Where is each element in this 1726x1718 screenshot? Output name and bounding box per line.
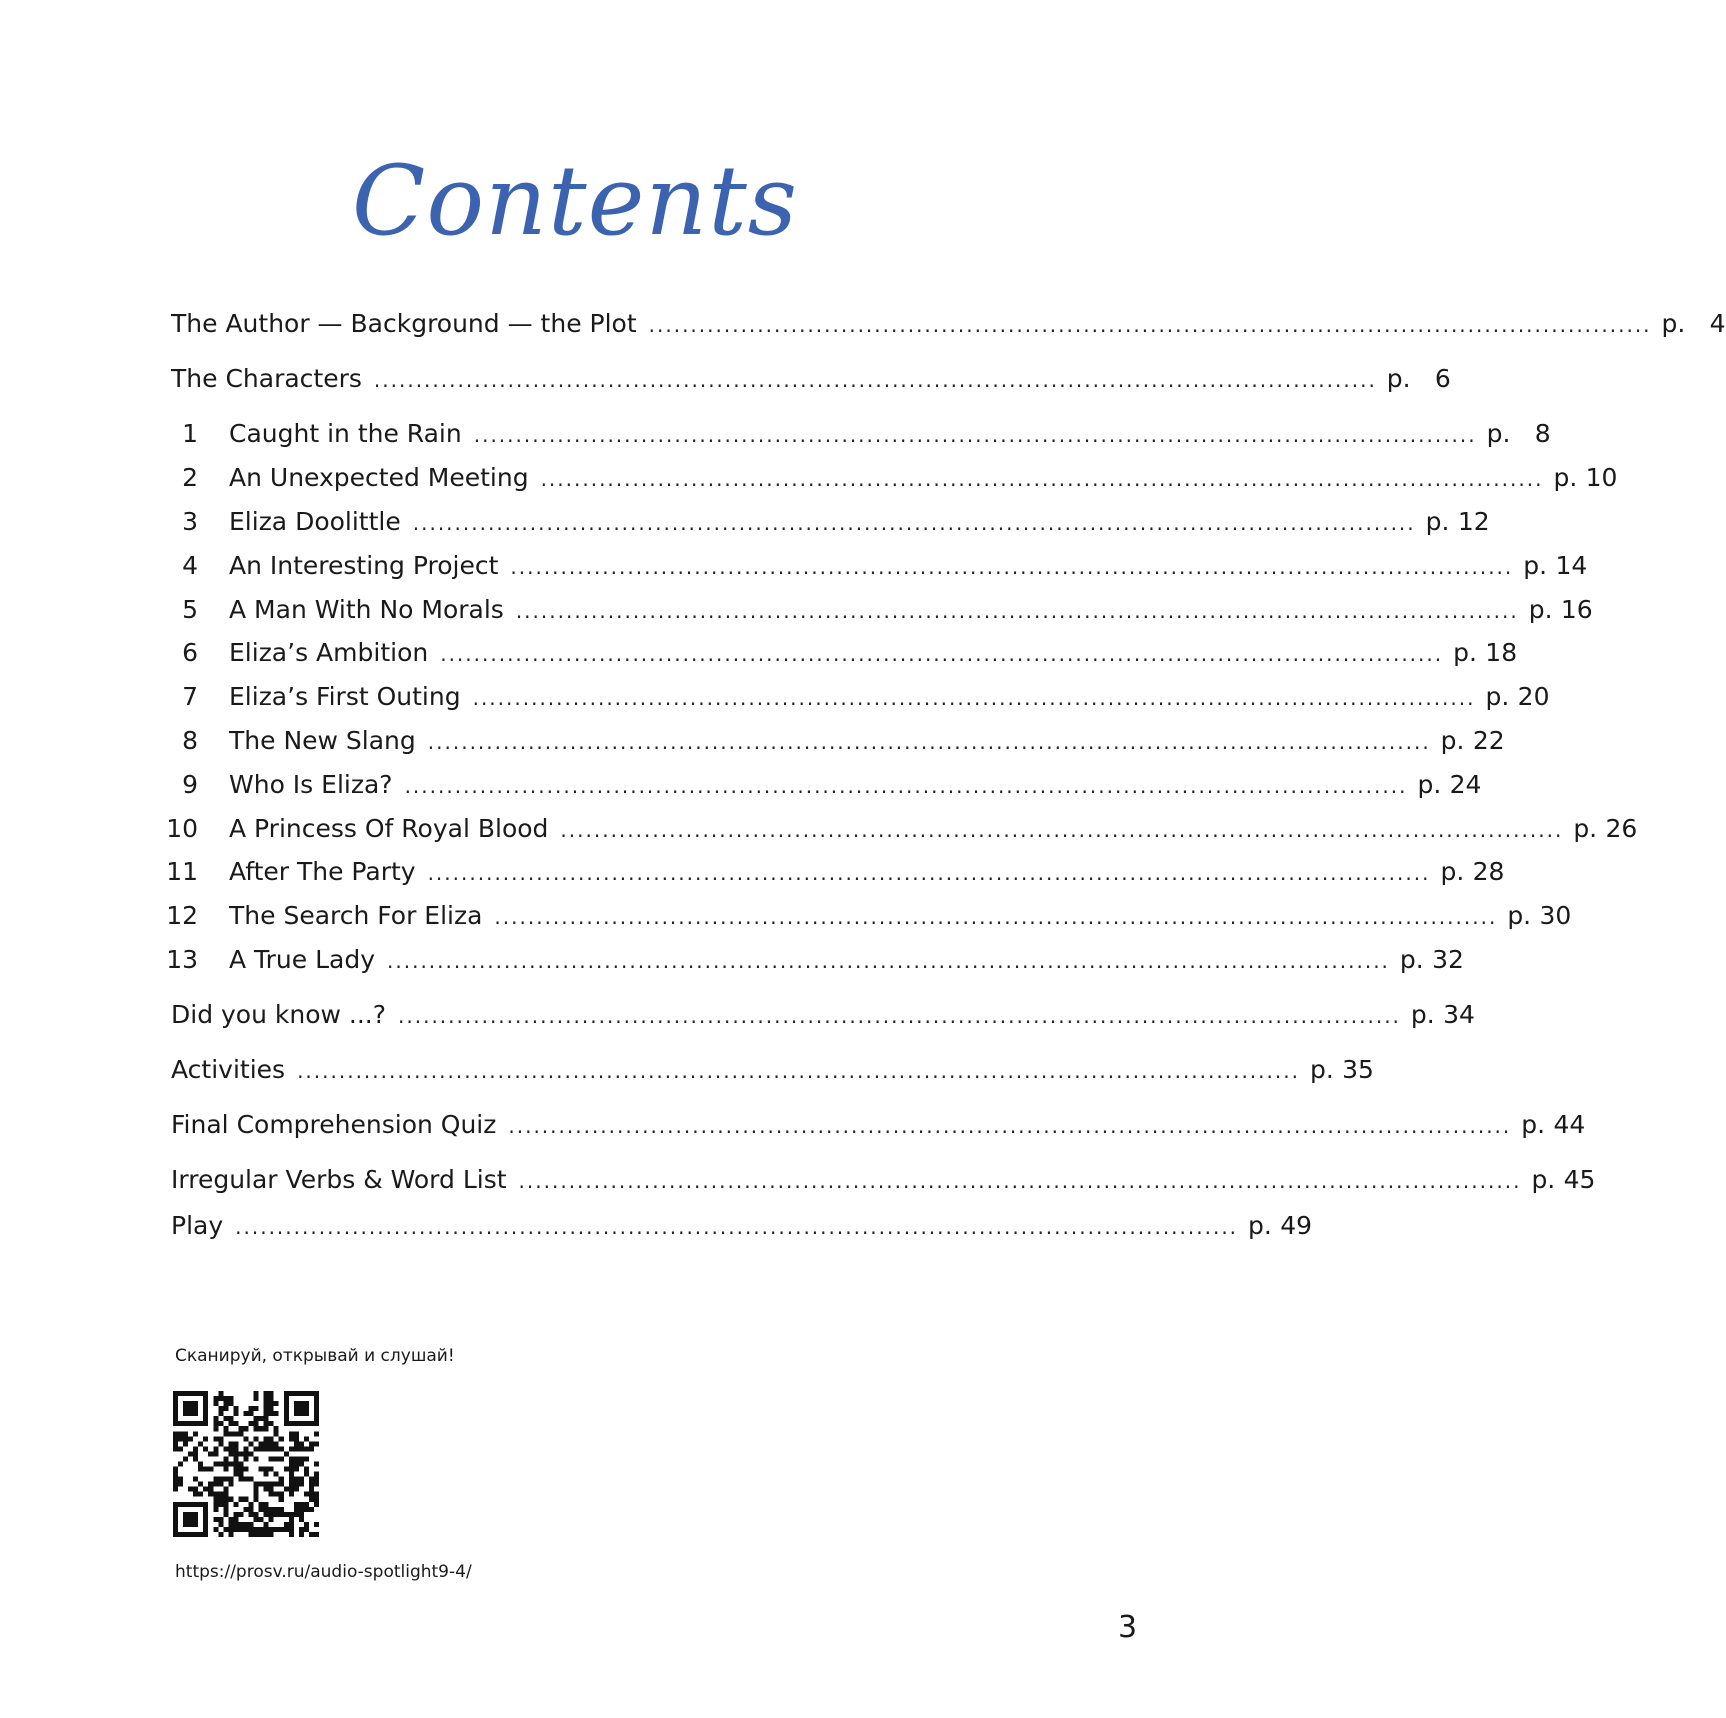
scan-instruction: Сканируй, открывай и слушай! <box>175 1346 455 1366</box>
chapter-number: 12 <box>166 901 198 930</box>
dot-leader: ........................................................................................................................ <box>387 949 1390 973</box>
toc-page-number: 6 <box>1434 364 1451 393</box>
toc-entry-title: Eliza’s First Outing <box>229 682 461 711</box>
page-title: Contents <box>351 145 799 257</box>
toc-entry-title: Did you know ...? <box>171 1000 387 1029</box>
toc-page-number: 22 <box>1472 726 1505 755</box>
chapter-number: 4 <box>182 551 198 580</box>
page-label: p. <box>1410 1000 1435 1029</box>
page-label: p. <box>1486 419 1511 448</box>
dot-leader: ........................................................................................................................ <box>508 1114 1512 1138</box>
toc-entry-title: The Characters <box>171 364 362 393</box>
toc-entry-title: Eliza Doolittle <box>229 507 401 536</box>
toc-entry[interactable] <box>171 635 1518 671</box>
dot-leader: ........................................................................................................................ <box>427 730 1431 754</box>
toc-page-number: 16 <box>1560 595 1593 624</box>
toc-page-number: 44 <box>1553 1110 1586 1139</box>
toc-entry[interactable] <box>171 1162 1596 1198</box>
toc-page-number: 30 <box>1539 901 1572 930</box>
page-label: p. <box>1425 507 1450 536</box>
toc-page-number: 20 <box>1517 682 1550 711</box>
chapter-number: 5 <box>182 595 198 624</box>
page-label: p. <box>1523 551 1548 580</box>
dot-leader: ........................................................................................................................ <box>472 686 1476 710</box>
dot-leader: ........................................................................................................................ <box>398 1004 1401 1028</box>
toc-page-number: 45 <box>1563 1165 1596 1194</box>
toc-page-number: 10 <box>1585 463 1618 492</box>
page-number: 3 <box>1118 1610 1138 1645</box>
dot-leader: ........................................................................................................................ <box>494 905 1498 929</box>
chapter-number: 13 <box>166 945 198 974</box>
dot-leader: ........................................................................................................................ <box>297 1059 1300 1083</box>
dot-leader: ........................................................................................................................ <box>404 774 1408 798</box>
chapter-number: 7 <box>182 682 198 711</box>
page-label: p. <box>1386 364 1411 393</box>
toc-entry-title: The New Slang <box>229 726 416 755</box>
chapter-number: 3 <box>182 507 198 536</box>
toc-entry-title: An Interesting Project <box>229 551 499 580</box>
toc-entry-title: A Princess Of Royal Blood <box>229 814 549 843</box>
dot-leader: ........................................................................................................................ <box>540 467 1544 491</box>
toc-entry[interactable] <box>171 504 1490 540</box>
toc-page-number: 12 <box>1457 507 1490 536</box>
toc-entry-title: Play <box>171 1211 224 1240</box>
toc-entry[interactable] <box>171 361 1451 397</box>
chapter-number: 11 <box>166 857 198 886</box>
toc-entry[interactable] <box>171 306 1726 342</box>
chapter-number: 1 <box>182 419 198 448</box>
toc-entry[interactable] <box>171 1107 1586 1143</box>
dot-leader: ........................................................................................................................ <box>560 818 1564 842</box>
page-label: p. <box>1531 1165 1556 1194</box>
toc-entry[interactable] <box>171 460 1618 496</box>
toc-entry[interactable] <box>171 1052 1374 1088</box>
toc-entry-title: A Man With No Morals <box>229 595 504 624</box>
toc-entry[interactable] <box>171 723 1505 759</box>
page-label: p. <box>1553 463 1578 492</box>
toc-entry[interactable] <box>166 942 1464 978</box>
toc-entry[interactable] <box>171 548 1588 584</box>
toc-entry[interactable] <box>171 416 1551 452</box>
qr-code-icon[interactable] <box>173 1391 319 1537</box>
chapter-number: 10 <box>166 814 198 843</box>
toc-entry[interactable] <box>166 898 1572 934</box>
toc-entry-title: Final Comprehension Quiz <box>171 1110 497 1139</box>
toc-entry-title: Who Is Eliza? <box>229 770 393 799</box>
page-label: p. <box>1573 814 1598 843</box>
toc-entry-title: An Unexpected Meeting <box>229 463 529 492</box>
page-label: p. <box>1521 1110 1546 1139</box>
toc-entry-title: The Search For Eliza <box>229 901 483 930</box>
toc-entry[interactable] <box>171 592 1593 628</box>
toc-entry-title: After The Party <box>229 857 416 886</box>
dot-leader: ........................................................................................................................ <box>648 313 1652 337</box>
toc-entry[interactable] <box>171 767 1482 803</box>
toc-page-number: 8 <box>1534 419 1551 448</box>
page-label: p. <box>1485 682 1510 711</box>
page-label: p. <box>1528 595 1553 624</box>
toc-entry[interactable] <box>171 997 1475 1033</box>
dot-leader: ........................................................................................................................ <box>427 861 1431 885</box>
dot-leader: ........................................................................................................................ <box>473 423 1477 447</box>
chapter-number: 8 <box>182 726 198 755</box>
toc-entry[interactable] <box>171 1208 1313 1244</box>
toc-page-number: 34 <box>1443 1000 1475 1029</box>
toc-entry-title: Caught in the Rain <box>229 419 462 448</box>
dot-leader: ........................................................................................................................ <box>373 368 1377 392</box>
page-label: p. <box>1248 1211 1272 1240</box>
toc-page-number: 32 <box>1432 945 1464 974</box>
dot-leader: ........................................................................................................................ <box>518 1169 1522 1193</box>
toc-page-number: 14 <box>1555 551 1588 580</box>
toc-page-number: 26 <box>1605 814 1638 843</box>
dot-leader: ........................................................................................................................ <box>440 642 1444 666</box>
toc-page-number: 4 <box>1709 309 1726 338</box>
table-of-contents <box>166 0 1726 1300</box>
toc-page-number: 24 <box>1449 770 1482 799</box>
toc-page-number: 49 <box>1280 1211 1313 1240</box>
dot-leader: ........................................................................................................................ <box>235 1215 1239 1239</box>
toc-page-number: 28 <box>1472 857 1505 886</box>
page-label: p. <box>1507 901 1532 930</box>
dot-leader: ........................................................................................................................ <box>412 511 1416 535</box>
toc-page-number: 35 <box>1342 1055 1374 1084</box>
toc-entry-title: Activities <box>171 1055 286 1084</box>
page-label: p. <box>1440 726 1465 755</box>
toc-entry-title: A True Lady <box>229 945 376 974</box>
toc-entry[interactable] <box>166 854 1505 890</box>
page-label: p. <box>1440 857 1465 886</box>
toc-entry-title: Eliza’s Ambition <box>229 638 429 667</box>
toc-entry[interactable] <box>171 679 1550 715</box>
page-label: p. <box>1453 638 1477 667</box>
dot-leader: ........................................................................................................................ <box>510 555 1514 579</box>
page-label: p. <box>1309 1055 1334 1084</box>
page-label: p. <box>1661 309 1686 338</box>
toc-entry-title: The Author — Background — the Plot <box>171 309 637 338</box>
toc-page-number: 18 <box>1485 638 1518 667</box>
toc-entry[interactable] <box>166 811 1638 847</box>
audio-url[interactable]: https://prosv.ru/audio-spotlight9-4/ <box>175 1562 472 1582</box>
chapter-number: 6 <box>182 638 198 667</box>
dot-leader: ........................................................................................................................ <box>515 599 1519 623</box>
chapter-number: 2 <box>182 463 198 492</box>
page-label: p. <box>1399 945 1424 974</box>
toc-entry-title: Irregular Verbs & Word List <box>171 1165 507 1194</box>
chapter-number: 9 <box>182 770 198 799</box>
page-label: p. <box>1417 770 1442 799</box>
